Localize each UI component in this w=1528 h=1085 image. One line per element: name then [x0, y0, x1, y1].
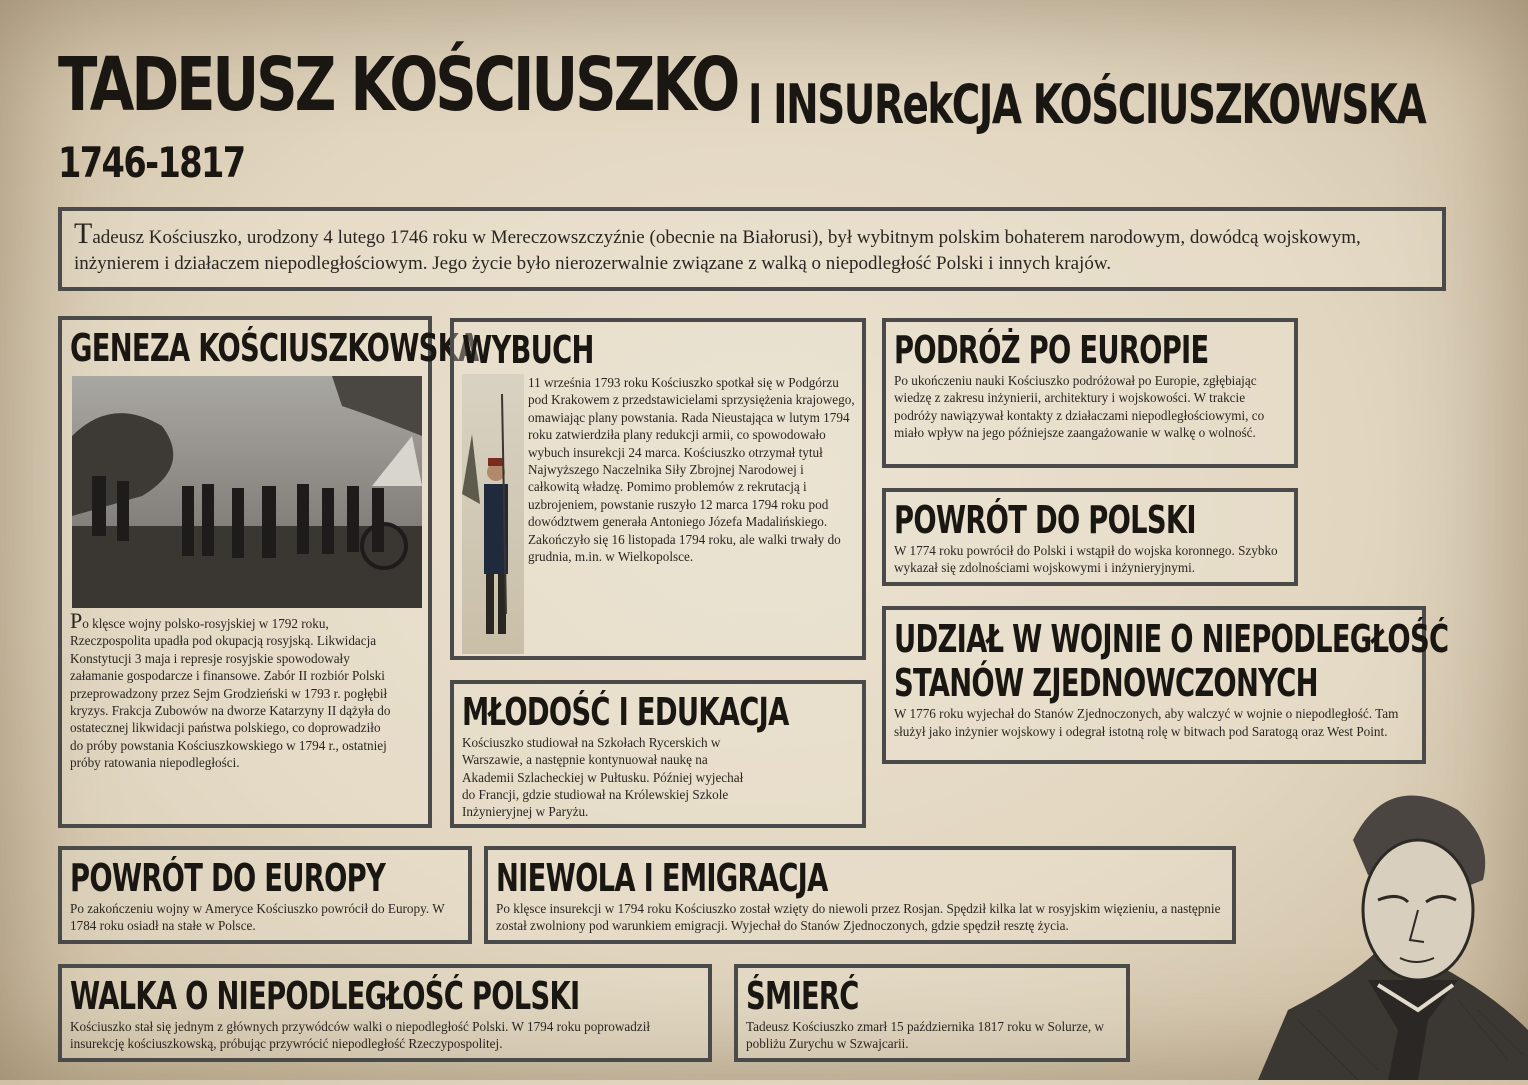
intro-box: [58, 207, 1446, 291]
section-udzial: [882, 606, 1449, 764]
section-geneza-body: o klęsce wojny polsko-rosyjskiej w 1792 roku, Rzeczpospolita upadła pod okupacją rosyjską. Likwidacja Konstytucji 3 maja i represje rosyjskie spowodowały załamanie gospodarcze i finansowe. Zabór II rozbiór Polski przeprowadzony przez Sejm Grodzieński w 1793 r. pogłębił kryzys. Frakcja Zubowów na dworze Katarzyny II dążyła do ostatecznej likwidacji państwa polskiego, co doprowadziło do próby powstania Kościuszkowskiego w 1794 r., ostatniej próby ratowania niepodległości.: [70, 616, 391, 771]
section-niewola: [484, 846, 1236, 944]
section-mlodosc-text: Kościuszko studiował na Szkołach Rycerskich w Warszawie, a następnie kontynuował naukę na Akademii Szlacheckiej w Pułtusku. Później wyjechał do Francji, gdzie studiował na Królewskiej Szkole Inżynieryjnej w Paryżu.: [462, 734, 744, 820]
section-niewola-text: Po klęsce insurekcji w 1794 roku Kościuszko został wzięty do niewoli przez Rosjan. Spędził kilka lat w rosyjskim więzieniu, a następnie został zwolniony pod warunkiem emigracji. Wyjechał do Stanów Zjednoczonych, gdzie spędził resztę życia.: [496, 900, 1221, 934]
section-geneza-text: [70, 608, 395, 772]
section-wybuch-text: 11 września 1793 roku Kościuszko spotkał się w Podgórzu pod Krakowem z przedstawicielami sprzysiężenia krajowego, omawiając plany powstania. Rada Nieustająca w lutym 1794 roku zatwierdziła plany redukcji armii, co spowodowało wybuch insurekcji 24 marca. Kościuszko otrzymał tytuł Najwyższego Naczelnika Siły Zbrojnej Narodowej i całkowitą władzę. Pomimo problemów z rekrutacją i uzbrojeniem, powstanie ruszyło 12 marca 1794 roku pod dowództwem generała Antoniego Józefa Madalińskiego. Zakończyło się 16 listopada 1794 roku, ale walki trwały do grudnia, m.in. w Wielkopolsce.: [528, 375, 855, 565]
section-powrot-polska-text: W 1774 roku powrócił do Polski i wstąpił do wojska koronnego. Szybko wykazał się zdolnościami wojskowymi i inżynieryjnymi.: [894, 542, 1278, 576]
section-wybuch: [450, 318, 866, 660]
soldier-figure-art: [462, 374, 524, 654]
section-walka-text: Kościuszko stał się jednym z głównych przywódców walki o niepodległość Polski. W 1794 roku poprowadził insurekcję kościuszkowską, próbując przywrócić niepodległość Rzeczypospolitej.: [70, 1018, 651, 1052]
section-powrot-europa-title: POWRÓT DO EUROPY: [70, 856, 386, 900]
section-mlodosc-title: MŁODOŚĆ I EDUKACJA: [462, 690, 789, 734]
kosciuszko-portrait-image: [1258, 780, 1528, 1080]
section-udzial-text: W 1776 roku wyjechał do Stanów Zjednoczonych, aby walczyć w wojnie o niepodległość. Tam służył jako inżynier wojskowy i odegrał istotną rolę w bitwach pod Saratogą oraz West Point.: [894, 706, 1399, 739]
section-powrot-polska-title: POWRÓT DO POLSKI: [894, 498, 1196, 542]
intro-dropcap: T: [74, 217, 93, 250]
section-udzial-title: [894, 617, 1449, 705]
section-geneza-title: GENEZA KOŚCIUSZKOWSKA: [70, 326, 479, 370]
section-geneza-dropcap: P: [70, 608, 83, 633]
section-mlodosc: [450, 680, 866, 828]
section-walka: [58, 964, 712, 1062]
section-powrot-europa-text: Po zakończeniu wojny w Ameryce Kościuszko powrócił do Europy. W 1784 roku osiadł na stałe w Polsce.: [70, 900, 445, 934]
battle-painting-art: [72, 376, 422, 608]
kosciuszko-portrait-art: [1258, 780, 1528, 1080]
section-podroz-title: PODRÓŻ PO EUROPIE: [894, 328, 1209, 372]
section-udzial-title-line1: UDZIAŁ W WOJNIE O NIEPODLEGŁOŚĆ: [894, 617, 1449, 661]
intro-text: [74, 217, 1430, 277]
section-niewola-title: NIEWOLA I EMIGRACJA: [496, 856, 828, 900]
section-powrot-europa: [58, 846, 472, 944]
page-subtitle: I INSURekCJA KOŚCIUSZKOWSKA: [748, 73, 1426, 136]
intro-body: adeusz Kościuszko, urodzony 4 lutego 1746 roku w Mereczowszczyźnie (obecnie na Białorusi), był wybitnym polskim bohaterem narodowym, dowódcą wojskowym, inżynierem i działaczem niepodległościowym. Jego życie było nierozerwalnie związane z walką o niepodległość Polski i innych krajów.: [74, 227, 1361, 274]
section-wybuch-title: WYBUCH: [462, 328, 594, 372]
page-title: TADEUSZ KOŚCIUSZKO: [58, 42, 738, 128]
section-powrot-polska: [882, 488, 1298, 586]
section-smierc-text: Tadeusz Kościuszko zmarł 15 października 1817 roku w Solurze, w pobliżu Zurychu w Szwajcarii.: [746, 1018, 1104, 1052]
section-udzial-title-line2: STANÓW ZJEDNOWCZONYCH: [894, 660, 1318, 705]
section-podroz: [882, 318, 1298, 468]
section-podroz-text: Po ukończeniu nauki Kościuszko podróżował po Europie, zgłębiając wiedzę z zakresu inżynierii, architektury i wojskowości. W trakcie podróży nawiązywał kontakty z działaczami niepodległościowymi, co miało wpływ na jego późniejsze zaangażowanie w walkę o wolność.: [894, 372, 1265, 441]
page-years: 1746-1817: [58, 138, 245, 187]
section-geneza: [58, 316, 479, 828]
section-smierc: [734, 964, 1130, 1062]
soldier-portrait-image: [462, 374, 524, 654]
section-walka-title: WALKA O NIEPODLEGŁOŚĆ POLSKI: [70, 974, 580, 1018]
section-smierc-title: ŚMIERĆ: [746, 974, 859, 1018]
battle-painting-image: [72, 376, 422, 608]
